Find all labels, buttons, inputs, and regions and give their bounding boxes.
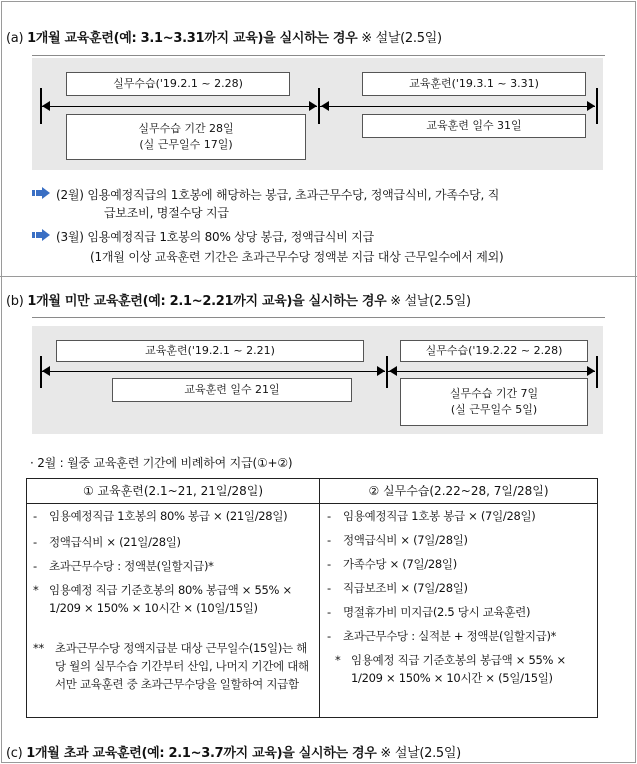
section-b-right-arrow (388, 371, 595, 372)
section-b-left-arrowhead-start (42, 366, 50, 376)
section-a-end-tick (596, 88, 598, 124)
section-b-heading (6, 290, 471, 309)
item-text: 가족수당 × (7일/28일) (343, 557, 457, 571)
section-b-practice-period-box (400, 378, 588, 426)
item-marker: - (327, 557, 331, 571)
item-text: 임용예정 직급 기준호봉의 봉급액 × 55% × 1/209 × 150% × 10시간 × (5일/15일) (351, 653, 566, 685)
section-b-practice-period: 실무수습 기간 7일 (449, 387, 539, 401)
table-left-item (33, 507, 313, 525)
section-a-title: 1개월 교육훈련(예: 3.1~3.31까지 교육)을 실시하는 경우 (27, 31, 358, 46)
section-b-right-top-label: 실무수습('19.2.22 ~ 2.28) (425, 344, 563, 358)
table-header-practice: ② 실무수습(2.22~28, 7일/28일) (320, 479, 597, 504)
section-a-actual-workdays: (실 근무일수 17일) (139, 138, 233, 151)
section-b-timeline-panel (32, 326, 603, 434)
section-a-note-mar: (3월) 임용예정직급 1호봉의 80% 상당 봉급, 정액급식비 지급 (56, 230, 375, 244)
item-text: 명절휴가비 미지급(2.5 당시 교육훈련) (343, 605, 531, 619)
section-c-title: 1개월 초과 교육훈련(예: 2.1~3.7까지 교육)을 실시하는 경우 (26, 746, 377, 761)
section-a-training-practice-box (66, 72, 290, 96)
table-right-item (335, 651, 593, 687)
item-marker: - (327, 509, 331, 523)
section-b-education-box (56, 340, 364, 362)
section-a-right-arrow (320, 106, 595, 107)
item-marker: - (33, 509, 37, 523)
table-left-item (33, 557, 313, 575)
section-a-practice-period-box (66, 114, 306, 160)
item-marker: * (335, 653, 341, 667)
section-a-left-top-label: 실무수습('19.2.1 ~ 2.28) (113, 77, 243, 91)
pay-calculation-table (26, 478, 598, 718)
section-a-timeline-panel (32, 58, 603, 170)
section-a-education-box (362, 72, 586, 96)
table-right-item (327, 507, 593, 525)
table-left-item (33, 581, 313, 617)
item-marker: - (327, 533, 331, 547)
section-a-left-arrow (42, 106, 317, 107)
item-marker: * (33, 583, 39, 597)
section-divider (0, 276, 637, 277)
table-left-item (33, 639, 313, 693)
table-header-education: ① 교육훈련(2.1~21, 21일/28일) (27, 479, 319, 504)
section-a-marker: (a) (6, 31, 24, 46)
item-text: 초과근무수당 : 정액분(일할지급)* (49, 559, 214, 573)
section-c-suffix: ※ 설날(2.5일) (380, 746, 461, 761)
item-text: 임용예정직급 1호봉 봉급 × (7일/28일) (343, 509, 536, 523)
table-right-item (327, 531, 593, 549)
item-text: 임용예정 직급 기준호봉의 80% 봉급액 × 55% × 1/209 × 150% × 10시간 × (10일/15일) (49, 583, 292, 615)
arrow-right-icon (32, 229, 50, 241)
section-a-note-feb-line1: (2월) 임용예정직급의 1호봉에 해당하는 봉급, 초과근무수당, 정액급식비, 가족수당, 직 (56, 188, 500, 202)
section-a-right-top-label: 교육훈련('19.3.1 ~ 3.31) (409, 77, 539, 91)
item-marker: - (33, 559, 37, 573)
section-a-note-feb-line2: 급보조비, 명절수당 지급 (104, 206, 229, 220)
section-b-end-tick (596, 356, 598, 388)
section-a-right-arrowhead-start (321, 101, 329, 111)
section-a-right-arrowhead-end (587, 101, 595, 111)
item-text: 정액급식비 × (7일/28일) (343, 533, 468, 547)
table-right-item (327, 579, 593, 597)
item-marker: - (327, 581, 331, 595)
section-b-actual-workdays: (실 근무일수 5일) (450, 403, 538, 416)
section-b-right-arrowhead-start (389, 366, 397, 376)
section-a-education-days-box (362, 114, 586, 138)
item-text: 정액급식비 × (21일/28일) (49, 535, 181, 549)
section-b-education-days-box (112, 378, 352, 402)
section-a-rule (32, 55, 605, 56)
table-right-item (327, 627, 593, 645)
table-right-item (327, 555, 593, 573)
section-a-education-days: 교육훈련 일수 31일 (426, 119, 522, 133)
section-b-left-arrow (42, 371, 385, 372)
section-a-left-arrowhead-start (42, 101, 50, 111)
item-text: 직급보조비 × (7일/28일) (343, 581, 468, 595)
section-b-left-top-label: 교육훈련('19.2.1 ~ 2.21) (145, 344, 275, 358)
section-c-heading (6, 742, 461, 761)
item-text: 임용예정직급 1호봉의 80% 봉급 × (21일/28일) (49, 509, 288, 523)
section-a-suffix: ※ 설날(2.5일) (361, 31, 442, 46)
item-marker: - (327, 605, 331, 619)
section-b-left-arrowhead-end (377, 366, 385, 376)
arrow-right-icon (32, 187, 50, 199)
section-b-title: 1개월 미만 교육훈련(예: 2.1~2.21까지 교육)을 실시하는 경우 (27, 294, 387, 309)
item-marker: - (327, 629, 331, 643)
section-a-heading (6, 27, 442, 46)
item-text: 초과근무수당 정액지급분 대상 근무일수(15일)는 해당 월의 실무수습 기간부터 산입, 나머지 기간에 대해서만 교육훈련 중 초과근무수당을 일할하여 지급함 (55, 641, 309, 691)
section-b-education-days: 교육훈련 일수 21일 (184, 383, 280, 397)
section-a-left-arrowhead-end (309, 101, 317, 111)
section-b-rule (32, 317, 605, 318)
section-b-pay-note: · 2월 : 월중 교육훈련 기간에 비례하여 지급(①+②) (30, 456, 293, 470)
section-a-practice-period: 실무수습 기간 28일 (138, 122, 234, 136)
section-b-suffix: ※ 설날(2.5일) (390, 294, 471, 309)
section-b-practice-box (400, 340, 588, 362)
section-a-note-exclusion: (1개월 이상 교육훈련 기간은 초과근무수당 정액분 지급 대상 근무일수에서 제외) (90, 250, 504, 264)
section-b-mid-tick (386, 356, 388, 388)
section-b-right-arrowhead-end (587, 366, 595, 376)
table-column-divider (319, 479, 320, 717)
table-right-item (327, 603, 593, 621)
item-text: 초과근무수당 : 실적분 + 정액분(일할지급)* (343, 629, 557, 643)
item-marker: - (33, 535, 37, 549)
section-b-marker: (b) (6, 294, 24, 309)
table-left-item (33, 533, 313, 551)
section-c-marker: (c) (6, 746, 23, 761)
item-marker: ** (33, 641, 44, 655)
